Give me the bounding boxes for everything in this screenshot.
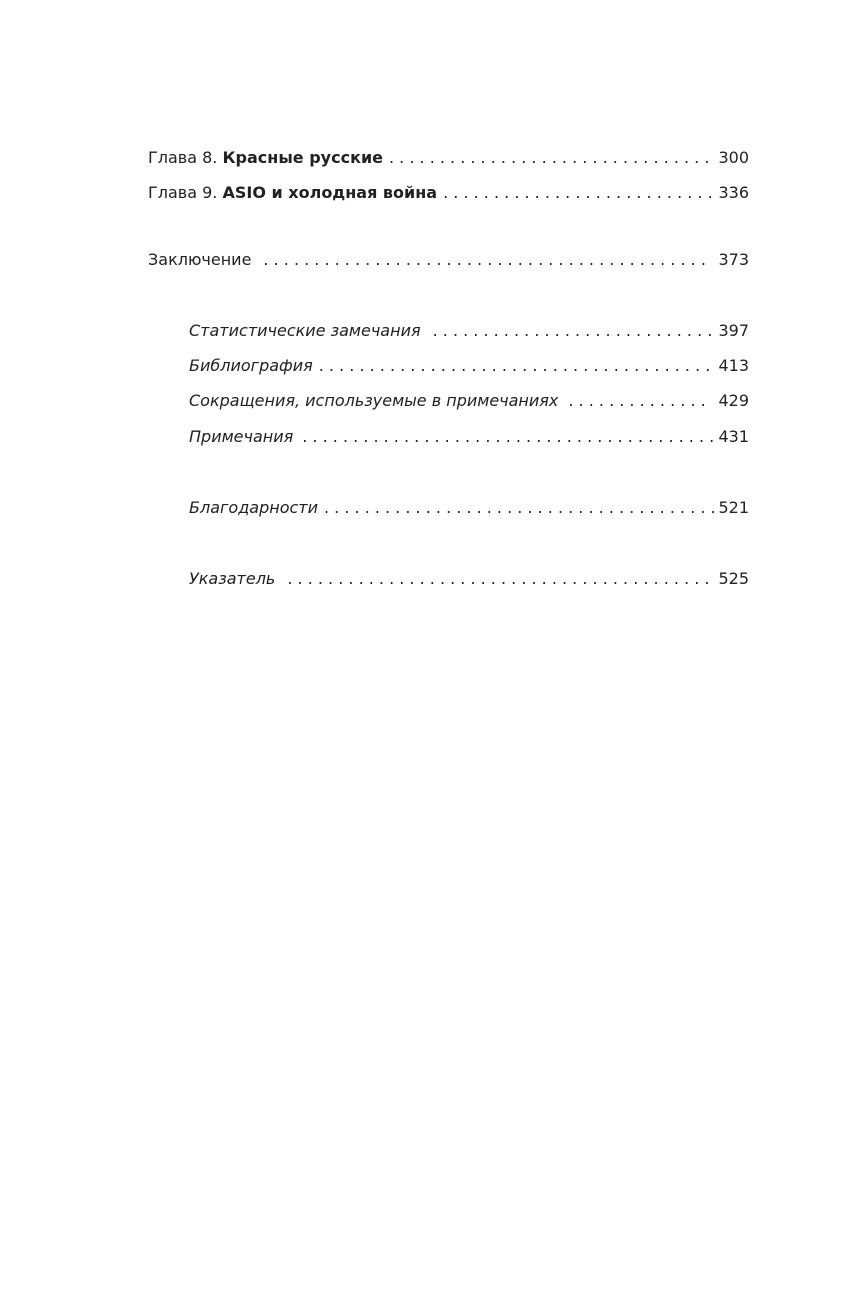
page-number: 300 — [718, 148, 749, 167]
dot-leader — [324, 498, 716, 518]
page-number: 397 — [718, 321, 749, 340]
toc-entry-label: Статистические замечания — [189, 321, 421, 340]
dot-leader — [319, 356, 717, 376]
toc-entry-chapter-8[interactable] — [148, 148, 749, 168]
toc-entry-notes[interactable] — [189, 427, 749, 447]
toc-entry-label — [148, 148, 383, 168]
dot-leader — [302, 427, 716, 447]
page-number: 413 — [718, 356, 749, 375]
page-number: 336 — [718, 183, 749, 202]
toc-entry-conclusion[interactable] — [148, 250, 749, 270]
page-number: 429 — [718, 391, 749, 410]
toc-entry-label: Примечания — [189, 427, 294, 446]
toc-entry-index[interactable] — [189, 569, 749, 589]
dot-leader — [389, 148, 712, 168]
toc-entry-statistics[interactable] — [189, 321, 749, 341]
toc-entry-bibliography[interactable] — [189, 356, 749, 376]
toc-entry-label: Сокращения, используемые в примечаниях — [189, 391, 559, 410]
chapter-number: Глава 8. — [148, 148, 218, 167]
chapter-title: Красные русские — [222, 148, 383, 167]
dot-leader — [568, 391, 712, 411]
toc-entry-label — [148, 183, 437, 203]
toc-entry-acknowledgements[interactable] — [189, 498, 749, 518]
chapter-number: Глава 9. — [148, 183, 218, 202]
toc-entry-chapter-9[interactable] — [148, 183, 749, 203]
toc-entry-label: Благодарности — [189, 498, 318, 517]
toc-entry-label: Библиография — [189, 356, 313, 375]
toc-entry-label: Заключение — [148, 250, 252, 269]
page-number: 373 — [718, 250, 749, 269]
toc-entry-label: Указатель — [189, 569, 276, 588]
dot-leader — [287, 569, 716, 589]
page-number: 525 — [718, 569, 749, 588]
dot-leader — [263, 250, 712, 270]
page-number: 521 — [718, 498, 749, 517]
toc-entry-abbreviations[interactable] — [189, 391, 749, 411]
dot-leader — [433, 321, 717, 341]
chapter-title: ASIO и холодная война — [222, 183, 438, 202]
dot-leader — [443, 183, 712, 203]
page-number: 431 — [718, 427, 749, 446]
